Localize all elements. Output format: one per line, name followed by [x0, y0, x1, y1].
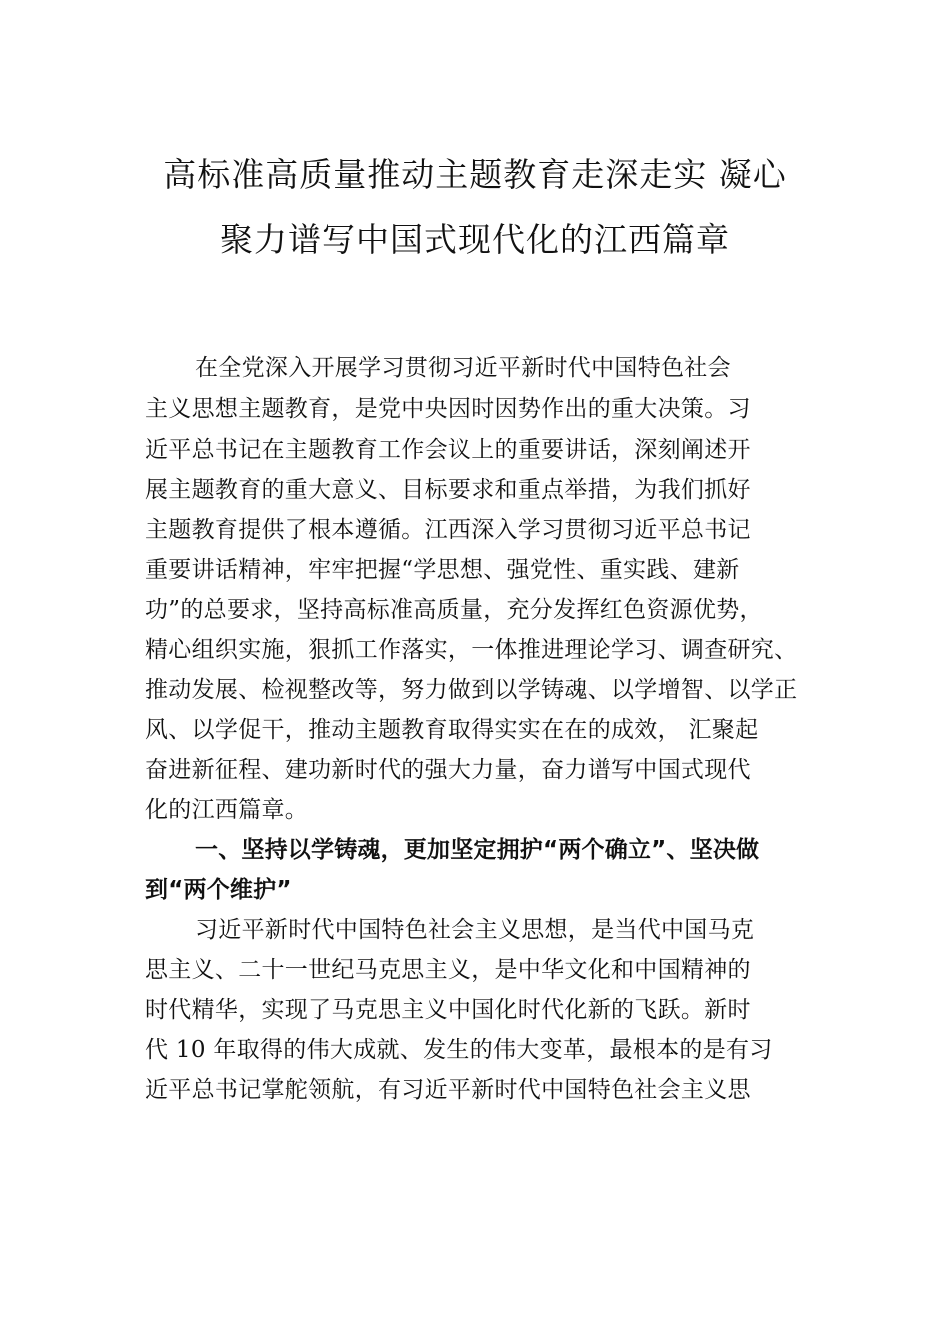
paragraph1-line-3: 近平总书记在主题教育工作会议上的重要讲话，深刻阐述开: [145, 437, 751, 463]
paragraph1-line-6: 重要讲话精神，牢牢把握“学思想、强党性、重实践、建新: [145, 557, 740, 583]
section-heading-1-line-2: 到“两个维护”: [145, 877, 292, 903]
paragraph1-line-12: 化的江西篇章。: [145, 797, 309, 823]
paragraph1-line-10: 风、以学促干，推动主题教育取得实实在在的成效， 汇聚起: [145, 717, 759, 743]
paragraph1-line-11: 奋进新征程、建功新时代的强大力量，奋力谱写中国式现代: [145, 757, 751, 783]
section-heading-1-line-1: 一、坚持以学铸魂，更加坚定拥护“两个确立”、坚决做: [195, 837, 760, 863]
paragraph2-line-1: 习近平新时代中国特色社会主义思想，是当代中国马克: [195, 917, 755, 943]
document-title-line-1: 高标准高质量推动主题教育走深走实 凝心: [163, 155, 787, 194]
paragraph1-line-9: 推动发展、检视整改等，努力做到以学铸魂、以学增智、以学正: [145, 677, 798, 703]
paragraph1-line-7: 功”的总要求，坚持高标准高质量，充分发挥红色资源优势，: [145, 597, 763, 623]
paragraph1-line-2: 主义思想主题教育，是党中央因时因势作出的重大决策。习: [145, 396, 751, 422]
paragraph1-line-5: 主题教育提供了根本遵循。江西深入学习贯彻习近平总书记: [145, 517, 751, 543]
paragraph2-line-4: 代 10 年取得的伟大成就、发生的伟大变革，最根本的是有习: [145, 1037, 773, 1063]
paragraph2-line-5: 近平总书记掌舵领航，有习近平新时代中国特色社会主义思: [145, 1077, 751, 1103]
paragraph1-line-8: 精心组织实施，狠抓工作落实，一体推进理论学习、调查研究、: [145, 637, 798, 663]
paragraph1-line-4: 展主题教育的重大意义、目标要求和重点举措，为我们抓好: [145, 477, 751, 503]
paragraph2-line-3: 时代精华，实现了马克思主义中国化时代化新的飞跃。新时: [145, 997, 751, 1023]
paragraph1-line-1: 在全党深入开展学习贯彻习近平新时代中国特色社会: [195, 355, 731, 381]
document-title-line-2: 聚力谱写中国式现代化的江西篇章: [220, 220, 730, 259]
paragraph2-line-2: 思主义、二十一世纪马克思主义，是中华文化和中国精神的: [145, 957, 751, 983]
